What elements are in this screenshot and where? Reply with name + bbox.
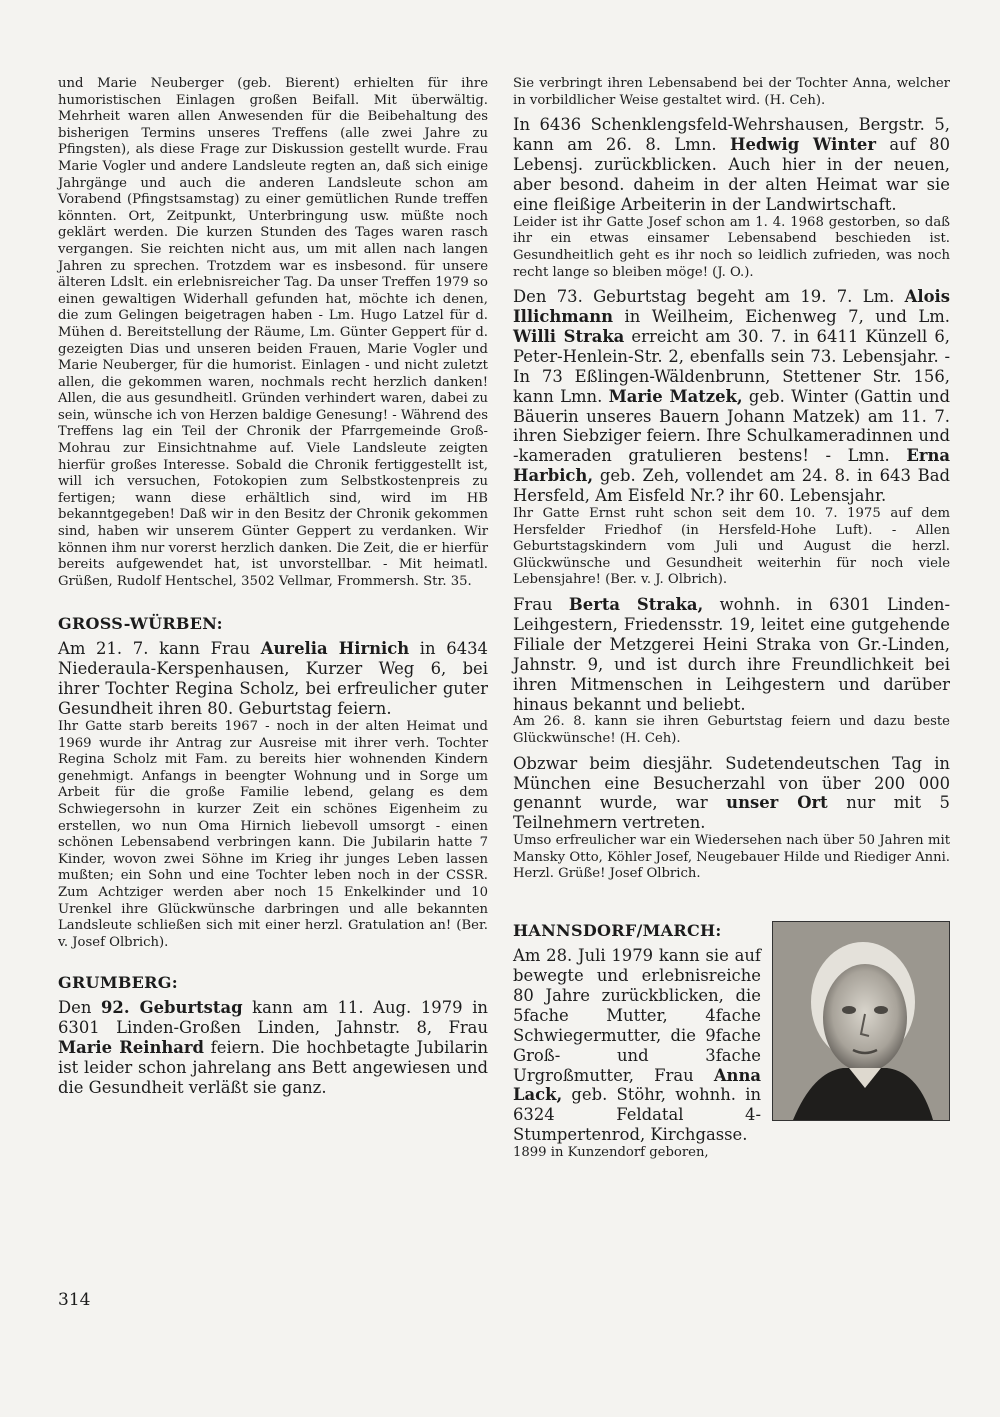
page-number: 314 bbox=[58, 1290, 91, 1310]
hannsdorf-paragraph: Am 28. Juli 1979 kann sie auf bewegte und erlebnisreiche 80 Jahre zurückblicken, die 5fache Mutter, 4fache Schwiegermutter, die 9fache Groß- und 3fache Urgroßmutter, Frau Anna Lack, geb. Stöhr, wohnh. in 6324 Feldatal 4-Stumpertenrod, Kirchgasse. bbox=[513, 946, 761, 1145]
name-marie-reinhard: Marie Reinhard bbox=[58, 1038, 205, 1058]
birthdays-paragraph: Den 73. Geburtstag begeht am 19. 7. Lm. Alois Illichmann in Weilheim, Eichenweg 7, und Lm. Willi Straka erreicht am 30. 7. in 6411 Künzell 6, Peter-Henlein-Str. 2, ebenfalls sein 73. Lebensjahr. - In 73 Eßlingen-Wäldenbrunn, Stettener Str. 156, kann Lmn. Marie Matzek, geb. Winter (Gattin und Bäuerin unseres Bauern Johann Matzek) am 11. 7. ihren Siebziger feiern. Ihre Schulkameradinnen und -kameraden gratulieren bestens! - Lmn. Erna Harbich, geb. Zeh, vollendet am 24. 8. in 643 Bad Hersfeld, Am Eisfeld Nr.? ihr 60. Lebensjahr. bbox=[513, 287, 950, 506]
portrait-illustration bbox=[773, 922, 949, 1120]
wiedersehen-note: Umso erfreulicher war ein Wiedersehen nach über 50 Jahren mit Mansky Otto, Köhler Josef, Neugebauer Hilde und Riediger Anni. Herzl. Grüße! Josef Olbrich. bbox=[513, 833, 950, 882]
straka-note: Am 26. 8. kann sie ihren Geburtstag feiern und dazu beste Glückwünsche! (H. Ceh). bbox=[513, 714, 950, 747]
name-aurelia-hirnich: Aurelia Hirnich bbox=[260, 639, 410, 659]
right-column bbox=[513, 76, 950, 1162]
grumberg-paragraph: Den 92. Geburtstag kann am 11. Aug. 1979 in 6301 Linden-Großen Linden, Jahnstr. 8, Frau Marie Reinhard feiern. Die hochbetagte Jubilarin ist leider schon jahrelang ans Bett angewiesen und die Gesundheit verläßt sie ganz. bbox=[58, 998, 489, 1097]
gross-wuerben-lead: Am 21. 7. kann Frau Aurelia Hirnich in 6434 Niederaula-Kerspenhausen, Kurzer Weg 6, bei ihrer Tochter Regina Scholz, bei erfreulicher guter Gesundheit ihren 80. Geburtstag feiern. bbox=[58, 639, 488, 719]
straka-paragraph: Frau Berta Straka, wohnh. in 6301 Linden-Leihgestern, Friedensstr. 19, leitet eine gutgehende Filiale der Metzgerei Heini Straka von Gr.-Linden, Jahnstr. 9, und ist durch ihre Freundlichkeit bei ihren Mitmenschen in Leihgestern und darüber hinaus bekannt und beliebt. bbox=[513, 595, 950, 714]
birthdays-note: Ihr Gatte Ernst ruht schon seit dem 10. 7. 1975 auf dem Hersfelder Friedhof (in Hersfeld-Hohe Luft). - Allen Geburtstagskindern vom Juli und August die herzl. Glückwünsche und Gesundheit weiterhin für noch viele Lebensjahre! (Ber. v. J. Olbrich). bbox=[513, 506, 950, 588]
section-heading-grumberg: GRUMBERG: bbox=[58, 973, 178, 993]
winter-paragraph: In 6436 Schenklengsfeld-Wehrshausen, Bergstr. 5, kann am 26. 8. Lmn. Hedwig Winter auf 80 Lebensj. zurückblicken. Auch hier in der neuen, aber besond. daheim in der alten Heimat war sie eine fleißige Arbeiterin in der Landwirtschaft. bbox=[513, 115, 951, 214]
lebensabend-paragraph: Sie verbringt ihren Lebensabend bei der Tochter Anna, welcher in vorbildlicher Weise gestaltet wird. (H. Ceh). bbox=[513, 76, 950, 108]
portrait-photo bbox=[772, 921, 950, 1121]
hannsdorf-note: 1899 in Kunzendorf geboren, bbox=[513, 1145, 709, 1161]
name-hedwig-winter: Hedwig Winter bbox=[730, 135, 876, 155]
left-column bbox=[58, 76, 488, 1098]
hannsdorf-section bbox=[513, 921, 950, 1162]
name-anna-lack: Anna Lack, bbox=[513, 1065, 761, 1105]
gross-wuerben-body: Ihr Gatte starb bereits 1967 - noch in der alten Heimat und 1969 wurde ihr Antrag zur Ausreise mit ihrer verh. Tochter Regina Scholz mit Fam. zu bereits hier wohnenden Kindern genehmigt. Anfangs in beengter Wohnung und in Sorge um Arbeit für die große Familie lebend, gelang es dem Schwiegersohn in kurzer Zeit ein schönes Eigenheim zu erstellen, wo nun Oma Hirnich liebevoll umsorgt - einen schönen Lebensabend verbringen kann. Die Jubilarin hatte 7 Kinder, wovon zwei Söhne im Krieg ihr junges Leben lassen mußten; ein Sohn und eine Tochter leben noch in der CSSR. Zum Achtziger werden aber noch 15 Enkelkinder und 10 Urenkel ihre Glückwünsche darbringen und alle bekannten Landsleute schließen sich mit einer herzl. Gratulation an! (Ber. v. Josef Olbrich). bbox=[58, 719, 488, 950]
sudetendeutscher-tag-paragraph: Obzwar beim diesjähr. Sudetendeutschen Tag in München eine Besucherzahl von über 200 000 genannt wurde, war unser Ort nur mit 5 Teilnehmern vertreten. bbox=[513, 753, 950, 833]
section-heading-hannsdorf: HANNSDORF/MARCH: bbox=[513, 921, 722, 941]
name-berta-straka: Berta Straka, bbox=[568, 595, 704, 615]
intro-paragraph: und Marie Neuberger (geb. Bierent) erhielten für ihre humoristischen Einlagen großen Beifall. Mit überwältig. Mehrheit waren allen Anwesenden für die Beibehaltung des bisherigen Termins unseres Treffens (alle zwei Jahre zu Pfingsten), als diese Frage zur Diskussion gestellt wurde. Frau Marie Vogler und andere Landsleute regten an, daß sich einige Jahrgänge und auch die anderen Landsleute schon am Vorabend (Pfingstsamstag) zu einer gemütlichen Runde treffen könnten. Ort, Zeitpunkt, Unterbringung usw. müßte noch geklärt werden. Die kurzen Stunden des Tages waren rasch vergangen. Sie reichten nicht aus, um mit allen nach langen Jahren zu sprechen. Trotzdem war es insbesond. für unsere älteren Ldslt. ein erlebnisreicher Tag. Da unser Treffen 1979 so einen gewaltigen Widerhall gefunden hat, möchte ich denen, die zum Gelingen beigetragen haben - Lm. Hugo Latzel für d. Mühen d. Bereitstellung der Räume, Lm. Günter Geppert für d. gezeigten Dias und unseren beiden Frauen, Marie Vogler und Marie Neuberger, für die humorist. Einlagen - und nicht zuletzt allen, die gekommen waren, nochmals recht herzlich danken! Allen, die aus gesundheitl. Gründen verhindert waren, dabei zu sein, wünsche ich von Herzen baldige Genesung! - Während des Treffens lag ein Teil der Chronik der Pfarrgemeinde Groß-Mohrau zur Einsichtnahme auf. Viele Landsleute zeigten hierfür großes Interesse. Sobald die Chronik fertiggestellt ist, will ich versuchen, Fotokopien zum Selbstkostenpreis zu fertigen; wann diese erhältlich sind, wird im HB bekanntgegeben! Daß wir in den Besitz der Chronik gekommen sind, haben wir unserem Günter Geppert zu verdanken. Wir können ihm nur vorerst herzlich danken. Die Zeit, die er hierfür bereits aufgewendet hat, ist unvorstellbar. - Mit heimatl. Grüßen, Rudolf Hentschel, 3502 Vellmar, Frommersh. Str. 35. bbox=[58, 76, 488, 589]
winter-note: Leider ist ihr Gatte Josef schon am 1. 4. 1968 gestorben, so daß ihr ein etwas einsamer Lebensabend beschieden ist. Gesundheitlich geht es ihr noch so leidlich zufrieden, was noch recht lange so bleiben möge! (J. O.). bbox=[513, 214, 950, 280]
section-heading-gross-wuerben: GROSS-WÜRBEN: bbox=[58, 614, 223, 634]
